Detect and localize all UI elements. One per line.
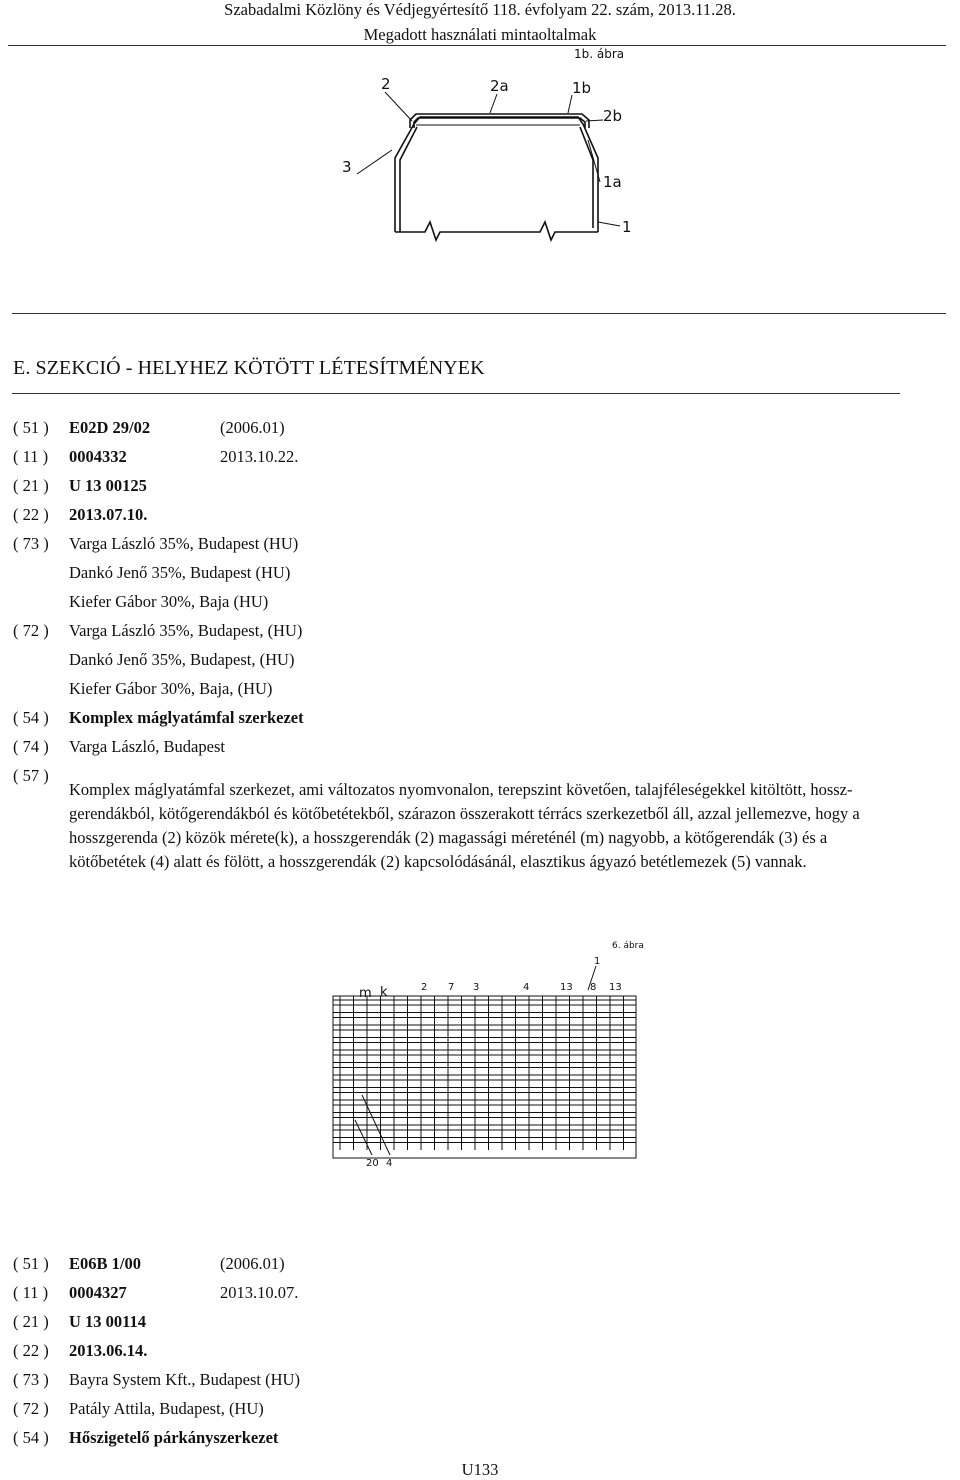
title-b: Hőszigetelő párkányszerkezet xyxy=(69,1428,279,1447)
registration-date: 2013.10.22. xyxy=(220,447,299,466)
code-72: ( 72 ) xyxy=(13,621,49,640)
owner-2: Dankó Jenő 35%, Budapest (HU) xyxy=(69,563,291,582)
filing-date: 2013.07.10. xyxy=(69,505,148,524)
code-54-b: ( 54 ) xyxy=(13,1428,49,1447)
code-11: ( 11 ) xyxy=(13,447,49,466)
figure-6-title: 6. ábra xyxy=(612,941,644,951)
page-number: U133 xyxy=(461,1460,499,1479)
fig6-label-k: k xyxy=(380,985,388,1000)
code-21: ( 21 ) xyxy=(13,476,49,495)
section-title-rule xyxy=(12,393,900,394)
code-72-b: ( 72 ) xyxy=(13,1399,49,1418)
fig1b-label-2: 2 xyxy=(381,75,391,93)
figure-separator-rule xyxy=(12,313,946,314)
ipc-version: (2006.01) xyxy=(220,418,285,437)
code-74: ( 74 ) xyxy=(13,737,49,756)
grid-beams xyxy=(333,996,636,1158)
fig6-label-7: 7 xyxy=(448,982,455,993)
figure-1b-drawing xyxy=(330,40,640,250)
fig6-label-4b: 4 xyxy=(386,1158,393,1169)
code-22: ( 22 ) xyxy=(13,505,49,524)
code-21-b: ( 21 ) xyxy=(13,1312,49,1331)
application-number-b: U 13 00114 xyxy=(69,1312,147,1331)
fig1b-label-3: 3 xyxy=(342,158,352,176)
section-title: E. SZEKCIÓ - HELYHEZ KÖTÖTT LÉTESÍTMÉNYEK xyxy=(13,357,485,379)
inventor-3: Kiefer Gábor 30%, Baja, (HU) xyxy=(69,679,273,698)
ipc-version-b: (2006.01) xyxy=(220,1254,285,1273)
owner-1: Varga László 35%, Budapest (HU) xyxy=(69,534,299,553)
fig6-label-1: 1 xyxy=(594,956,601,967)
fig6-label-8: 8 xyxy=(590,982,597,993)
fig1b-label-1a: 1a xyxy=(603,173,622,191)
code-11-b: ( 11 ) xyxy=(13,1283,49,1302)
fig1b-label-1: 1 xyxy=(622,218,632,236)
application-number: U 13 00125 xyxy=(69,476,147,495)
fig6-label-3: 3 xyxy=(473,982,480,993)
owner-b: Bayra System Kft., Budapest (HU) xyxy=(69,1370,300,1389)
code-73: ( 73 ) xyxy=(13,534,49,553)
code-57: ( 57 ) xyxy=(13,766,49,785)
registration-number-b: 0004327 xyxy=(69,1283,127,1302)
fig6-label-m: m xyxy=(359,986,372,1001)
fig1b-label-2a: 2a xyxy=(490,77,509,95)
inventor-1: Varga László 35%, Budapest, (HU) xyxy=(69,621,303,640)
registration-date-b: 2013.10.07. xyxy=(220,1283,299,1302)
representative: Varga László, Budapest xyxy=(69,737,225,756)
inventor-b: Patály Attila, Budapest, (HU) xyxy=(69,1399,264,1418)
fig6-label-13b: 13 xyxy=(609,982,622,993)
figure-1b-title: 1b. ábra xyxy=(574,47,625,61)
fig6-label-4: 4 xyxy=(523,982,530,993)
code-51-b: ( 51 ) xyxy=(13,1254,49,1273)
section-subtitle: Megadott használati mintaoltalmak xyxy=(363,25,597,44)
fig6-label-13a: 13 xyxy=(560,982,573,993)
owner-3: Kiefer Gábor 30%, Baja (HU) xyxy=(69,592,269,611)
code-51: ( 51 ) xyxy=(13,418,49,437)
ipc-class: E02D 29/02 xyxy=(69,418,151,437)
fig1b-label-1b: 1b xyxy=(572,79,592,97)
abstract-text: Komplex máglyatámfal szerkezet, ami változatos nyomvonalon, terepszint követően, talajféleségekkel kitöltött, hossz-gerendákból, kötőgerendákból és kötőbetétekből, szárazon összerakott térrács szerkezetből áll, azzal jellemezve, hogy a hosszgerenda (2) közök mérete(k), a hosszgerendák (2) magassági méreténél (m) nagyobb, a kötőgerendák (3) és a kötőbetétek (4) alatt és fölött, a hosszgerendák (2) kapcsolódásánál, elasztikus ágyazó betétlemezek (5) vannak. xyxy=(69,780,860,871)
code-73-b: ( 73 ) xyxy=(13,1370,49,1389)
journal-header: Szabadalmi Közlöny és Védjegyértesítő 118. évfolyam 22. szám, 2013.11.28. xyxy=(224,0,736,19)
figure-6-drawing xyxy=(320,930,650,1170)
code-22-b: ( 22 ) xyxy=(13,1341,49,1360)
code-54: ( 54 ) xyxy=(13,708,49,727)
inventor-2: Dankó Jenő 35%, Budapest, (HU) xyxy=(69,650,295,669)
registration-number: 0004332 xyxy=(69,447,127,466)
ipc-class-b: E06B 1/00 xyxy=(69,1254,141,1273)
fig1b-label-2b: 2b xyxy=(603,107,623,125)
filing-date-b: 2013.06.14. xyxy=(69,1341,148,1360)
title: Komplex máglyatámfal szerkezet xyxy=(69,708,304,727)
grid-frame xyxy=(333,996,636,1158)
fig6-label-20: 20 xyxy=(366,1158,379,1169)
fig6-label-2: 2 xyxy=(421,982,428,993)
